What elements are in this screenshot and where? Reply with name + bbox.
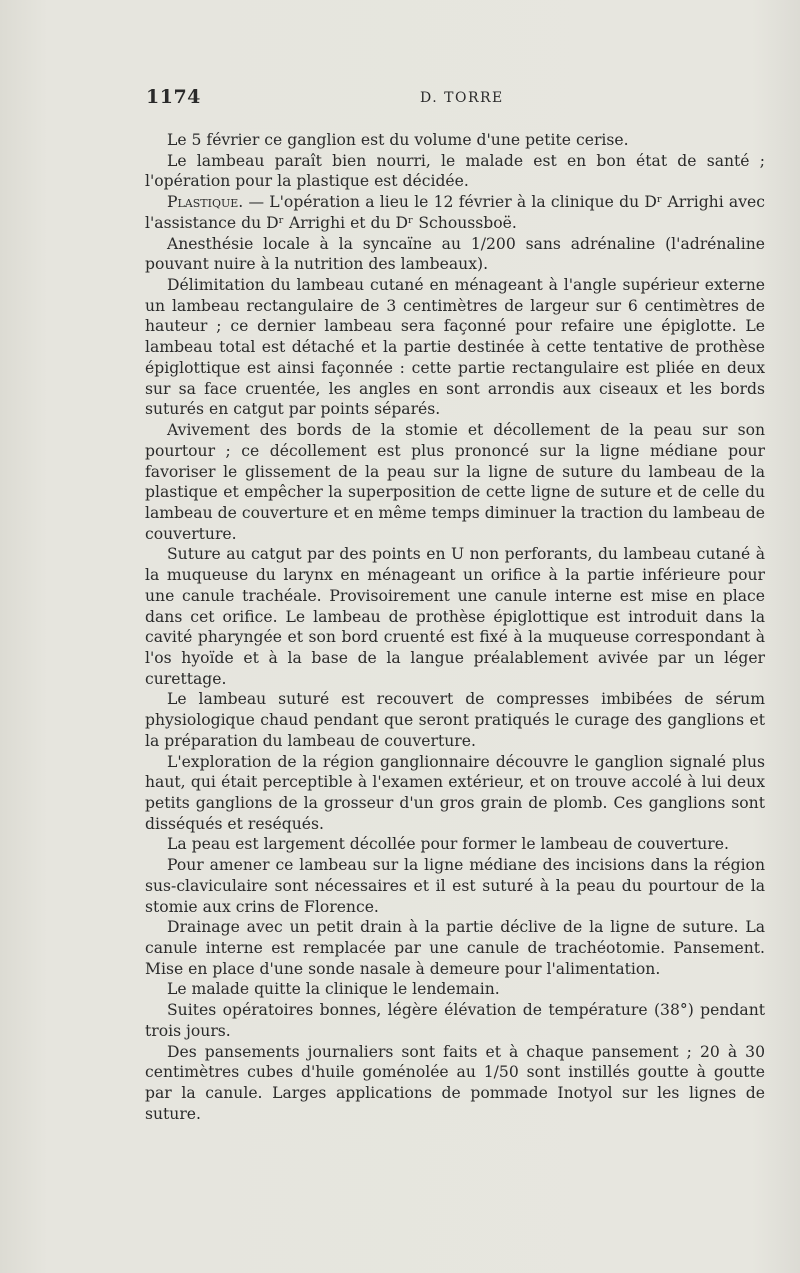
paragraph: Le malade quitte la clinique le lendemain. — [167, 980, 500, 999]
section-lead: Plastique. — [167, 193, 244, 212]
page-number: 1174 — [146, 86, 201, 108]
paragraph: Drainage avec un petit drain à la partie déclive de la ligne de suture. La canule interne est remplacée par une canule de trachéotomie. Pansement. Mise en place d'une sonde nasale à demeure pour l'alimentation. — [145, 918, 765, 978]
paragraph: Suture au catgut par des points en U non perforants, du lambeau cutané à la muqueuse du larynx en ménageant un orifice à la partie inférieure pour une canule trachéale. Provisoirement une canule interne est mise en place dans cet orifice. Le lambeau de prothèse épiglottique est introduit dans la cavité pharyngée et son bord cruenté est fixé à la muqueuse correspondant à l'os hyoïde et à la base de la langue préalablement avivée par un léger curettage. — [145, 545, 765, 688]
paragraph: Suites opératoires bonnes, légère élévation de température (38°) pendant trois jours. — [145, 1001, 765, 1040]
paragraph: La peau est largement décollée pour former le lambeau de couverture. — [167, 835, 729, 854]
paragraph: Délimitation du lambeau cutané en ménageant à l'angle supérieur externe un lambeau rectangulaire de 3 centimètres de largeur sur 6 centimètres de hauteur ; ce dernier lambeau sera façonné pour refaire une épiglotte. Le lambeau total est détaché et la partie destinée à cette tentative de prothèse épiglottique est ainsi façonnée : cette partie rectangulaire est pliée en deux sur sa face cruentée, les angles en sont arrondis aux ciseaux et les bords suturés en catgut par points séparés. — [145, 276, 765, 419]
paragraph: Le lambeau paraît bien nourri, le malade est en bon état de santé ; l'opération pour la plastique est décidée. — [145, 151, 765, 191]
paragraph: L'exploration de la région ganglionnaire découvre le ganglion signalé plus haut, qui était perceptible à l'examen extérieur, et on trouve accolé à lui deux petits ganglions de la grosseur d'un gros grain de plomb. Ces ganglions sont disséqués et reséqués. — [145, 752, 765, 833]
body-text — [145, 130, 765, 1125]
paragraph: Avivement des bords de la stomie et décollement de la peau sur son pourtour ; ce décollement est plus prononcé sur la ligne médiane pour favoriser le glissement de la peau sur la ligne de suture du lambeau de la plastique et empêcher la superposition de cette ligne de suture et de celle du lambeau de couverture et en même temps diminuer la traction du lambeau de couverture. — [145, 421, 765, 543]
paragraph: Anesthésie locale à la syncaïne au 1/200 sans adrénaline (l'adrénaline pouvant nuire à la nutrition des lambeaux). — [145, 234, 765, 274]
paragraph: Plastique. — L'opération a lieu le 12 février à la clinique du Dʳ Arrighi avec l'assistance du Dʳ Arrighi et du Dʳ Schoussboë. — [145, 193, 765, 232]
paragraph: Des pansements journaliers sont faits et à chaque pansement ; 20 à 30 centimètres cubes d'huile goménolée au 1/50 sont instillés goutte à goutte par la canule. Larges applications de pommade Inotyol sur les lignes de suture. — [145, 1042, 765, 1123]
paragraph: Le 5 février ce ganglion est du volume d'une petite cerise. — [167, 131, 629, 149]
paragraph: Le lambeau suturé est recouvert de compresses imbibées de sérum physiologique chaud pendant que seront pratiqués le curage des ganglions et la préparation du lambeau de couverture. — [145, 690, 765, 750]
paragraph: Pour amener ce lambeau sur la ligne médiane des incisions dans la région sus-claviculaire sont nécessaires et il est suturé à la peau du pourtour de la stomie aux crins de Florence. — [145, 856, 765, 916]
running-head: D. TORRE — [420, 90, 504, 106]
